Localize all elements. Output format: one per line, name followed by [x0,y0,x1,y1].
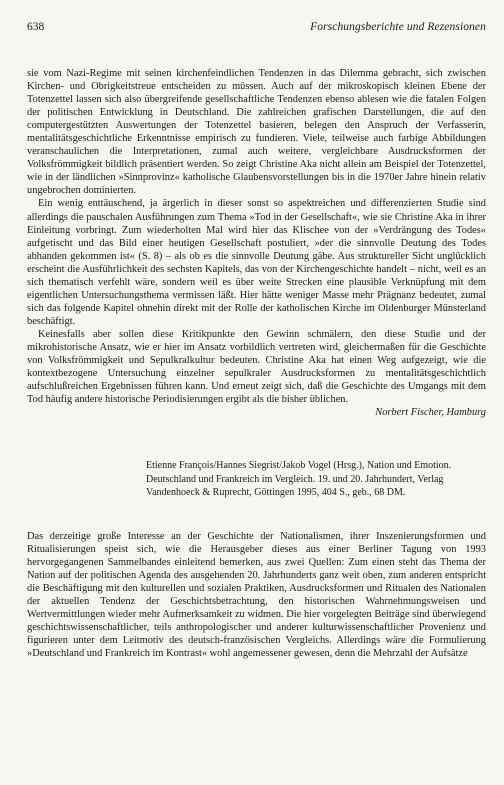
review-1-paragraph-3: Keinesfalls aber sollen diese Kritikpunkte den Gewinn schmälern, den diese Studie und der mikrohistorische Ansatz, wie er hier im Ansatz vorbildlich vertreten wird, gleichermaßen für die Geschichte von Volksfrömmigkeit und Sepulkralkultur bedeuten. Christine Aka hat einen Weg aufgezeigt, wie die kontextbezogene Untersuchung einzelner sepulkraler Ausdrucksformen zu mentalitätsgeschichtlich aufschlußreichen Ergebnissen führen kann. Und erneut zeigt sich, daß die Geschichte des Umgangs mit dem Tod häufig andere historische Periodisierungen ergibt als die bisher üblichen. [27,328,486,406]
citation-line-2: Deutschland und Frankreich im Vergleich. 19. und 20. Jahrhundert, Verlag [146,473,444,485]
page-header [27,21,486,35]
review-1-paragraph-2: Ein wenig enttäuschend, ja ärgerlich in dieser sonst so aspektreichen und differenzierten Studie sind allerdings die pauschalen Ausführungen zum Thema »Tod in der Gesellschaft«, wie sie Christine Aka in ihrer Einleitung vorbringt. Zum wiederholten Mal wird hier das Klischee von der »Verdrängung des Todes« aufgetischt und das Bild einer heutigen Gesellschaft postuliert, »der die sinnvolle Deutung des Todes abhanden gekommen ist« (S. 8) – als ob es die sinnvolle Deutung gäbe. Aus struktureller Sicht unglücklich erscheint die Ausführlichkeit des sechsten Kapitels, das von der Kirchengeschichte handelt – nicht, weil es an sich thematisch verfehlt wäre, sondern weil es über weite Strecken eine plausible Verknüpfung mit dem eigentlichen Untersuchungsthema vermissen läßt. Hier hätte weniger Masse mehr Prägnanz bedeutet, zumal sich das folgende Kapitel ohnehin direkt mit der Rolle der katholischen Kirche im Oldenburger Münsterland beschäftigt. [27,198,486,327]
review-2-paragraph-1: Das derzeitige große Interesse an der Geschichte der Nationalismen, ihrer Inszenierungsformen und Ritualisierungen speist sich, wie die Herausgeber dieses aus einer Berliner Tagung von 1993 hervorgegangenen Sammelbandes einleitend bemerken, aus zwei Quellen: Zum einen steht das Thema der Nation auf der politischen Agenda des ausgehenden 20. Jahrhunderts ganz weit oben, zum anderen entspricht die Beschäftigung mit den kulturellen und sozialen Praktiken, Ausdrucksformen und Ritualen des Nationalen der aktuellen Tendenz der Geschichtsbetrachtung, den historischen Wahrnehmungsweisen und Wertvermittlungen wieder mehr Aufmerksamkeit zu widmen. Die hier vorgelegten Beiträge sind überwiegend geschichtswissenschaftlicher, teils anthropologischer und anderer kulturwissenschaftlicher Provenienz und figurieren unter dem Leitmotiv des deutsch-französischen Vergleichs. Allerdings wäre die Formulierung »Deutschland und Frankreich im Kontrast« wohl angemessener gewesen, denn die Mehrzahl der Aufsätze [27,531,486,660]
review-1-text [27,67,486,419]
review-2-text [27,530,486,660]
reviewer-signature: Norbert Fischer, Hamburg [375,407,486,419]
citation-line-3: Vandenhoeck & Ruprecht, Göttingen 1995, 404 S., geb., 68 DM. [146,487,406,498]
running-head: Forschungsberichte und Rezensionen [310,21,486,33]
page-number: 638 [27,21,45,33]
review-1-paragraph-1: sie vom Nazi-Regime mit seinen kirchenfeindlichen Tendenzen in das Dilemma gebracht, sich zwischen Kirchen- und Obrigkeitstreue entscheiden zu müssen. Auch auf der mikroskopisch kleinen Ebene der Totenzettel lassen sich also übergreifende gesellschaftliche Tendenzen ebenso ablesen wie die fatalen Folgen der politischen Entwicklung in Deutschland. Die zahlreichen grafischen Darstellungen, die auf den computergestützten Auswertungen der Totenzettel basieren, belegen den Anspruch der Verfasserin, mentalitätsgeschichtliche Erkenntnisse empirisch zu fundieren. Viele, teilweise auch farbige Abbildungen veranschaulichen die Interpretationen, zumal auch weitere, vergleichbare Ausdrucksformen der Volksfrömmigkeit bildlich präsentiert werden. So zeigt Christine Aka nicht allein am Beispiel der Totenzettel, wie in der ländlichen »Sinnprovinz« katholische Glaubensvorstellungen bis in die 1970er Jahre hinein relativ ungebrochen dominierten. [27,68,486,197]
book-citation [146,459,486,500]
citation-line-1: Etienne François/Hannes Siegrist/Jakob Vogel (Hrsg.), Nation und Emotion. [146,460,452,471]
